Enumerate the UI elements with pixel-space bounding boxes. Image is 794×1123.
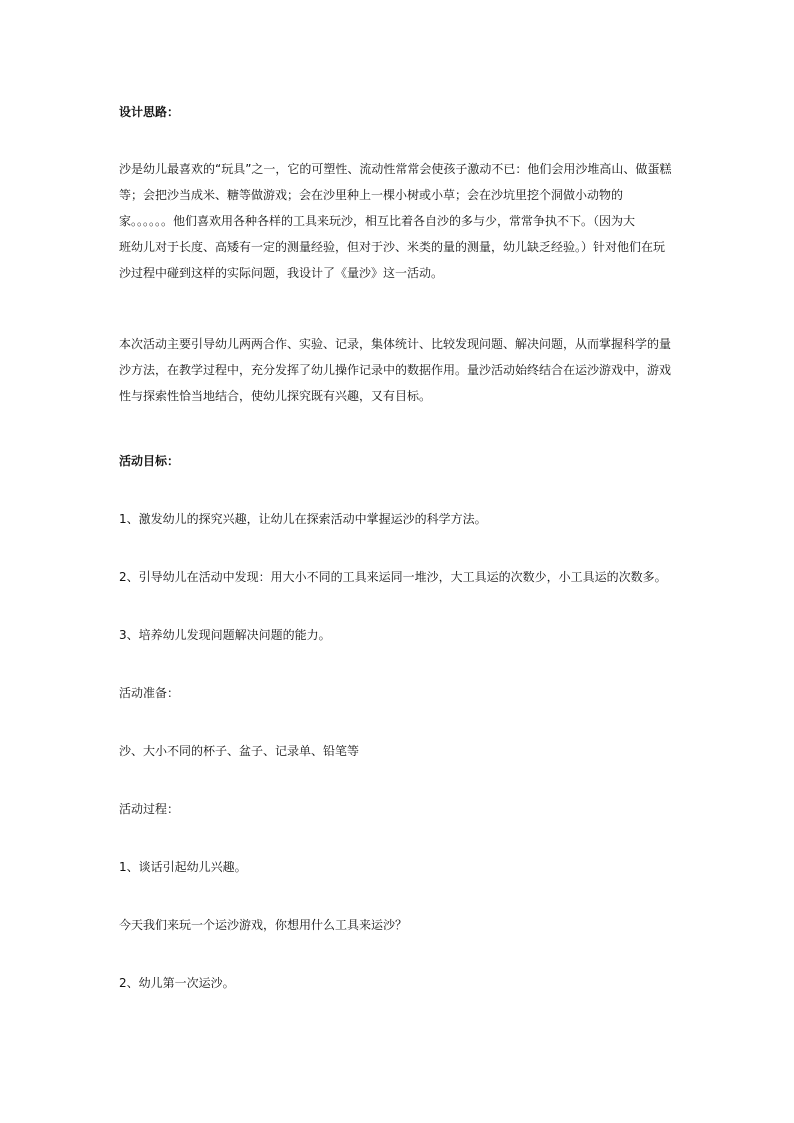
heading-preparation: 活动准备： xyxy=(119,686,180,700)
paragraph-line: 沙是幼儿最喜欢的“玩具”之一，它的可塑性、流动性常常会使孩子激动不已：他们会用沙堆高山、做蛋糕 xyxy=(119,162,672,176)
heading-process: 活动过程： xyxy=(119,802,180,816)
design-paragraph-1 xyxy=(119,156,679,286)
paragraph-line: 等；会把沙当成米、糖等做游戏；会在沙里种上一棵小树或小草；会在沙坑里挖个洞做小动物的 xyxy=(119,188,624,202)
goal-item-2: 2、引导幼儿在活动中发现：用大小不同的工具来运同一堆沙，大工具运的次数少，小工具运的次数多。 xyxy=(119,570,667,584)
paragraph-line: 家。。。。。。他们喜欢用各种各样的工具来玩沙，相互比着各自沙的多与少，常常争执不下。（因为大 xyxy=(119,214,636,228)
paragraph-line: 本次活动主要引导幼儿两两合作、实验、记录，集体统计、比较发现问题、解决问题，从而掌握科学的量 xyxy=(119,337,672,351)
process-step-1: 1、谈话引起幼儿兴趣。 xyxy=(119,860,247,874)
heading-design: 设计思路： xyxy=(119,105,180,119)
heading-goals: 活动目标： xyxy=(119,454,180,468)
process-step-1-text: 今天我们来玩一个运沙游戏，你想用什么工具来运沙？ xyxy=(119,918,408,932)
design-paragraph-2 xyxy=(119,331,679,409)
paragraph-line: 沙方法，在教学过程中，充分发挥了幼儿操作记录中的数据作用。量沙活动始终结合在运沙游戏中，游戏 xyxy=(119,363,672,377)
goal-item-1: 1、激发幼儿的探究兴趣，让幼儿在探索活动中掌握运沙的科学方法。 xyxy=(119,512,487,526)
goal-item-3: 3、培养幼儿发现问题解决问题的能力。 xyxy=(119,628,331,642)
process-step-2: 2、幼儿第一次运沙。 xyxy=(119,976,235,990)
paragraph-line: 性与探索性恰当地结合，使幼儿探究既有兴趣，又有目标。 xyxy=(119,389,432,403)
preparation-text: 沙、大小不同的杯子、盆子、记录单、铅笔等 xyxy=(119,744,360,758)
paragraph-line: 班幼儿对于长度、高矮有一定的测量经验，但对于沙、米类的量的测量，幼儿缺乏经验。）针对他们在玩 xyxy=(119,240,666,254)
paragraph-line: 沙过程中碰到这样的实际问题，我设计了《量沙》这一活动。 xyxy=(119,266,444,280)
